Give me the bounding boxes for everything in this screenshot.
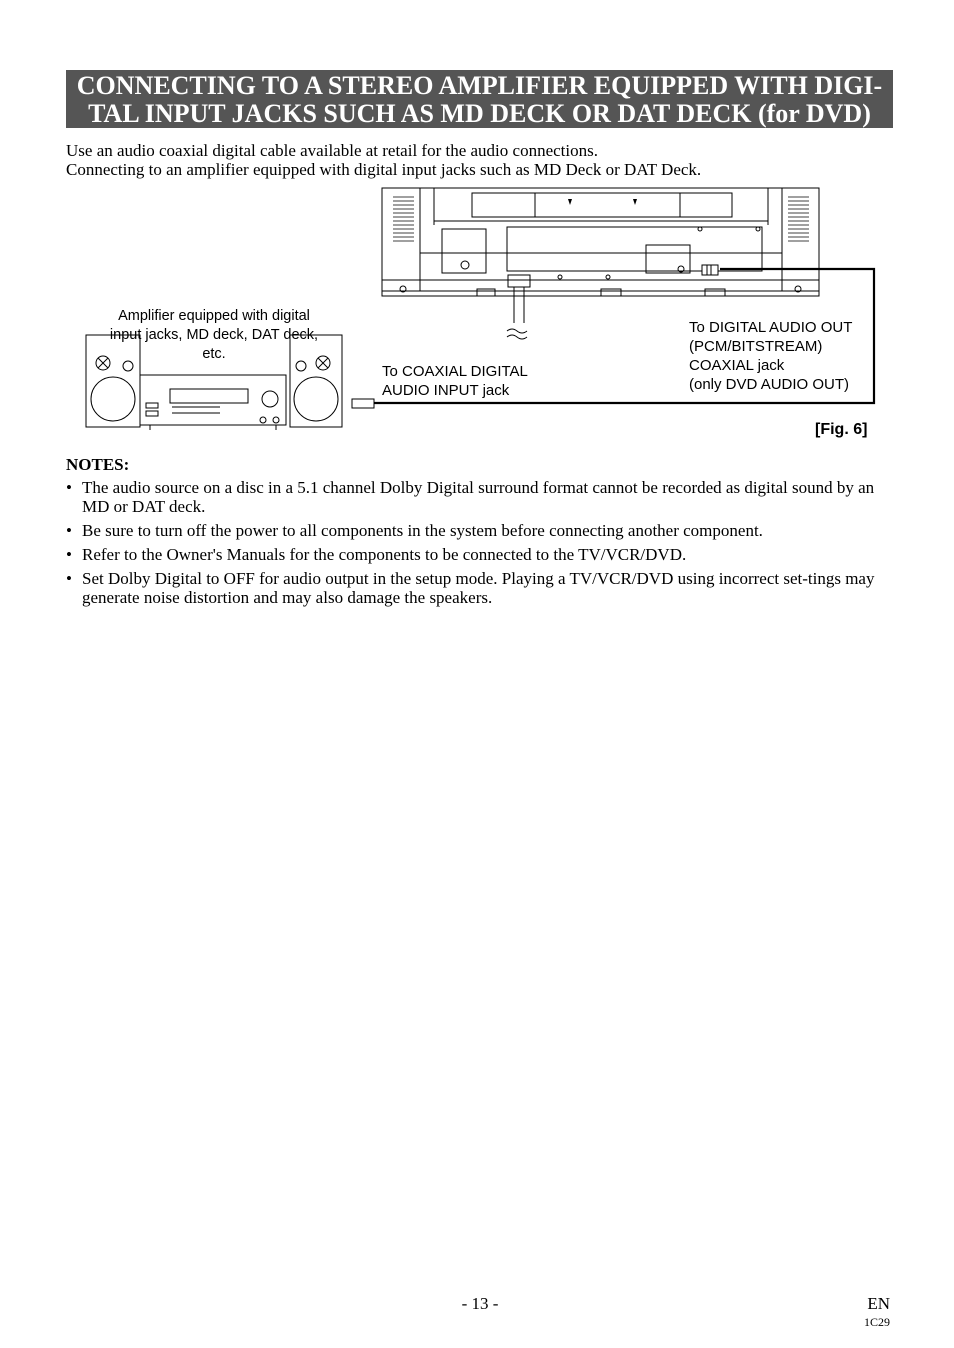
digital-out-label-line-4: (only DVD AUDIO OUT) [689, 376, 850, 393]
coaxial-input-label-line-2: AUDIO INPUT jack [382, 382, 510, 399]
section-title-line-1: CONNECTING TO A STEREO AMPLIFIER EQUIPPED WITH DIGI- [76, 71, 883, 100]
connection-figure [80, 185, 880, 445]
notes-list [66, 478, 896, 607]
notes-heading: NOTES: [66, 455, 130, 474]
note-item: • The audio source on a disc in a 5.1 channel Dolby Digital surround format cannot be recorded as digital sound by an MD or DAT deck. [66, 478, 896, 516]
amplifier-label: Amplifier equipped with digital input jacks, MD deck, DAT deck, etc. [109, 308, 319, 362]
section-title-line-2: TAL INPUT JACKS SUCH AS MD DECK OR DAT DECK (for DVD) [88, 99, 871, 128]
language-code: EN [867, 1294, 890, 1313]
section-title [66, 70, 893, 128]
page-number: - 13 - [461, 1294, 499, 1313]
coaxial-input-label [382, 362, 528, 400]
notes-section [66, 455, 896, 612]
antenna-cable [507, 275, 530, 339]
digital-out-label-line-2: (PCM/BITSTREAM) [689, 338, 823, 355]
figure-caption: [Fig. 6] [815, 421, 868, 438]
digital-out-label [689, 318, 852, 394]
note-item: • Set Dolby Digital to OFF for audio output in the setup mode. Playing a TV/VCR/DVD using incorrect set-tings may generate noise distortion and may also damage the speakers. [66, 569, 896, 607]
note-item: • Refer to the Owner's Manuals for the components to be connected to the TV/VCR/DVD. [66, 545, 896, 564]
intro-line-1: Use an audio coaxial digital cable available at retail for the audio connections. [66, 141, 598, 160]
intro-text [66, 141, 701, 179]
tv-rear-panel [382, 188, 819, 296]
note-item: • Be sure to turn off the power to all components in the system before connecting another component. [66, 521, 896, 540]
digital-out-label-line-1: To DIGITAL AUDIO OUT [689, 319, 853, 336]
coaxial-input-label-line-1: To COAXIAL DIGITAL [382, 363, 528, 380]
digital-out-label-line-3: COAXIAL jack [689, 357, 785, 374]
document-code: 1C29 [863, 1315, 890, 1329]
intro-line-2: Connecting to an amplifier equipped with digital input jacks such as MD Deck or DAT Deck. [66, 160, 702, 179]
